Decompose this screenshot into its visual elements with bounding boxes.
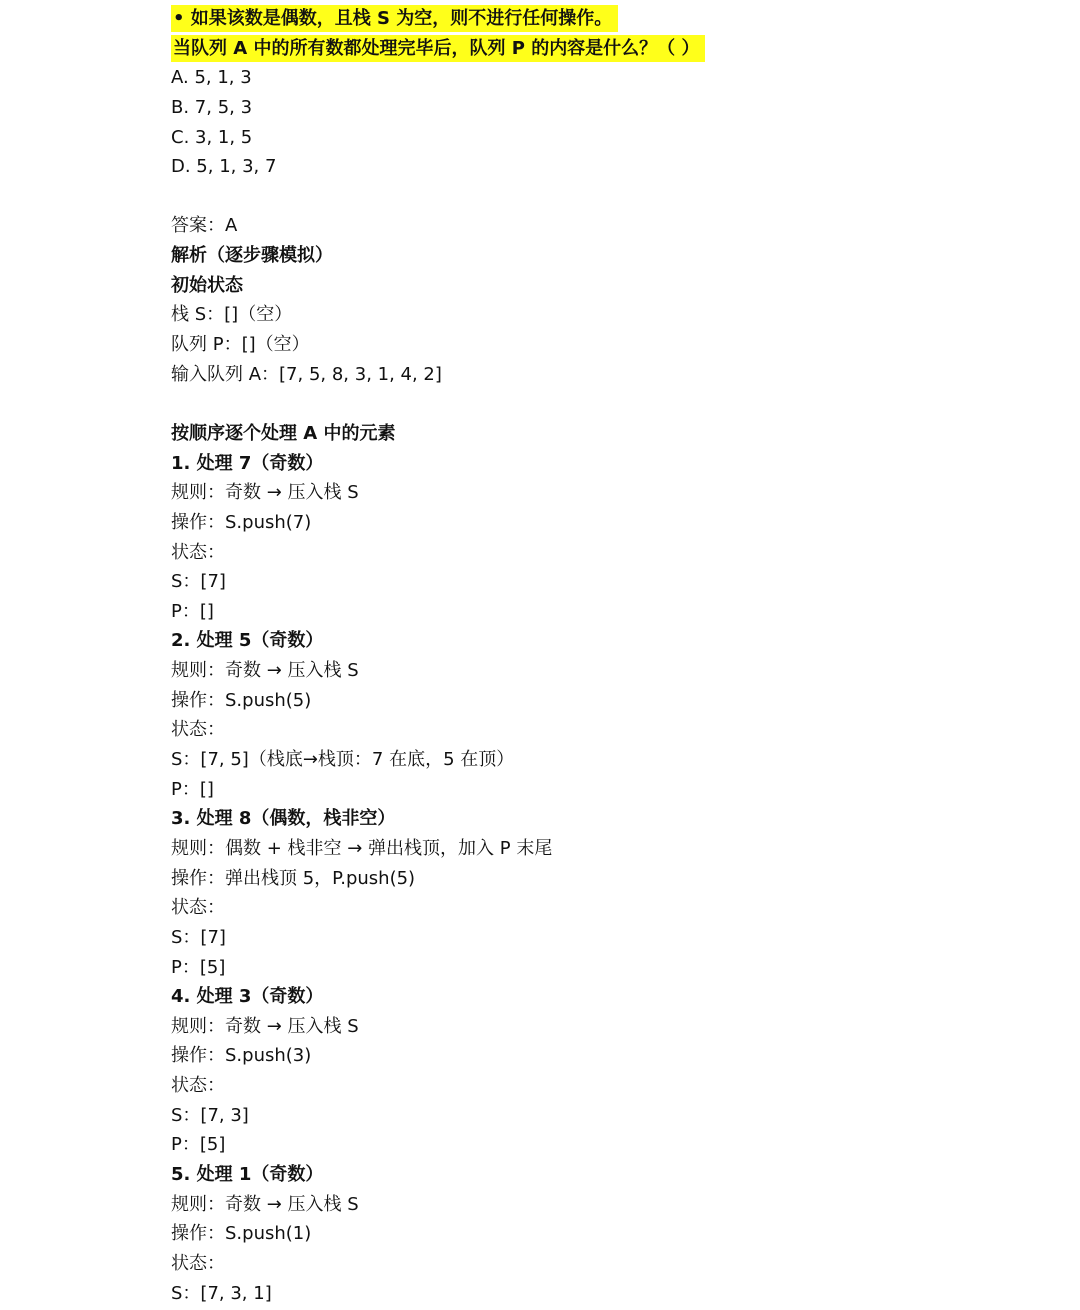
step-3-state-label: 状态： bbox=[171, 897, 225, 919]
option-d: D. 5, 1, 3, 7 bbox=[171, 156, 277, 178]
step-4-state-label: 状态： bbox=[171, 1075, 225, 1097]
step-4-operation: 操作：S.push(3) bbox=[171, 1045, 312, 1067]
initial-input-queue: 输入队列 A：[7, 5, 8, 3, 1, 4, 2] bbox=[171, 363, 442, 385]
step-2-stack: S：[7, 5]（栈底→栈顶：7 在底，5 在顶） bbox=[171, 749, 515, 771]
step-1-state-label: 状态： bbox=[171, 541, 225, 563]
initial-stack: 栈 S：[]（空） bbox=[171, 304, 293, 326]
highlighted-question: 当队列 A 中的所有数都处理完毕后，队列 P 的内容是什么？（ ） bbox=[171, 35, 705, 62]
step-2-queue: P：[] bbox=[171, 778, 214, 800]
step-2-state-label: 状态： bbox=[171, 719, 225, 741]
step-3-stack: S：[7] bbox=[171, 926, 226, 948]
step-1-rule: 规则：奇数 → 压入栈 S bbox=[171, 482, 359, 504]
step-1-stack: S：[7] bbox=[171, 571, 226, 593]
option-b: B. 7, 5, 3 bbox=[171, 96, 253, 118]
step-3-queue: P：[5] bbox=[171, 956, 226, 978]
document-body bbox=[171, 4, 1051, 1308]
process-title: 按顺序逐个处理 A 中的元素 bbox=[171, 422, 396, 444]
step-4-stack: S：[7, 3] bbox=[171, 1104, 249, 1126]
step-3-heading: 3. 处理 8（偶数，栈非空） bbox=[171, 808, 396, 830]
option-c: C. 3, 1, 5 bbox=[171, 126, 253, 148]
step-5-heading: 5. 处理 1（奇数） bbox=[171, 1163, 324, 1185]
step-4-heading: 4. 处理 3（奇数） bbox=[171, 986, 324, 1008]
step-3-operation: 操作：弹出栈顶 5，P.push(5) bbox=[171, 867, 416, 889]
step-5-rule: 规则：奇数 → 压入栈 S bbox=[171, 1193, 359, 1215]
question-line bbox=[171, 34, 1051, 64]
step-1-queue: P：[] bbox=[171, 600, 214, 622]
highlight-line-1 bbox=[171, 4, 1051, 34]
step-5-state-label: 状态： bbox=[171, 1252, 225, 1274]
option-a: A. 5, 1, 3 bbox=[171, 67, 252, 89]
initial-queue-p: 队列 P：[]（空） bbox=[171, 334, 310, 356]
step-1-heading: 1. 处理 7（奇数） bbox=[171, 452, 324, 474]
analysis-title: 解析（逐步骤模拟） bbox=[171, 245, 333, 267]
step-5-operation: 操作：S.push(1) bbox=[171, 1223, 312, 1245]
step-1-operation: 操作：S.push(7) bbox=[171, 511, 312, 533]
highlighted-text: • 如果该数是偶数，且栈 S 为空，则不进行任何操作。 bbox=[171, 5, 618, 32]
answer-line: 答案：A bbox=[171, 215, 238, 237]
blank-line bbox=[171, 389, 1051, 419]
step-2-rule: 规则：奇数 → 压入栈 S bbox=[171, 660, 359, 682]
initial-state-title: 初始状态 bbox=[171, 274, 243, 296]
blank-line bbox=[171, 182, 1051, 212]
step-4-rule: 规则：奇数 → 压入栈 S bbox=[171, 1015, 359, 1037]
step-3-rule: 规则：偶数 + 栈非空 → 弹出栈顶，加入 P 末尾 bbox=[171, 837, 553, 859]
step-2-heading: 2. 处理 5（奇数） bbox=[171, 630, 324, 652]
step-2-operation: 操作：S.push(5) bbox=[171, 689, 312, 711]
step-5-stack: S：[7, 3, 1] bbox=[171, 1282, 272, 1304]
step-4-queue: P：[5] bbox=[171, 1134, 226, 1156]
